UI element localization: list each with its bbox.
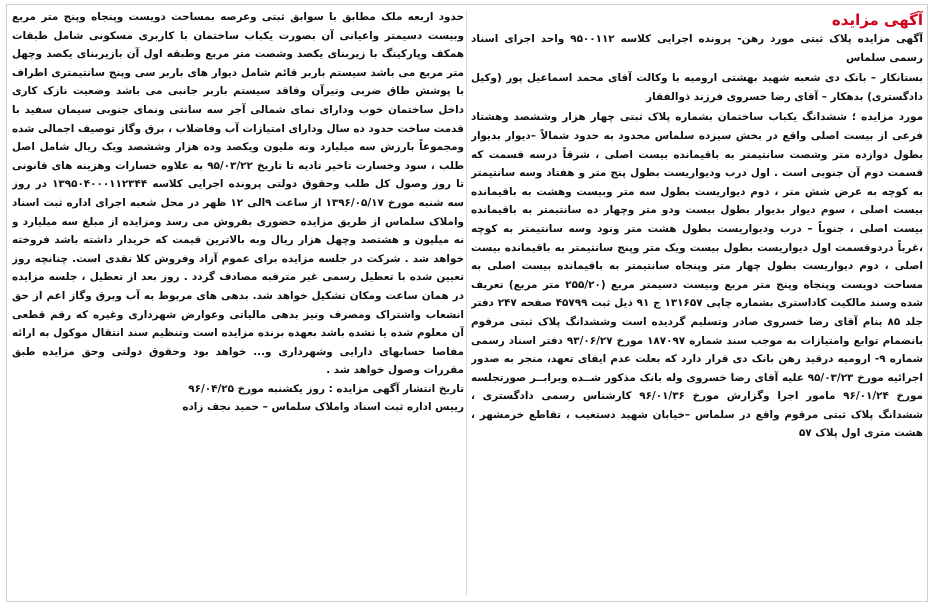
ad-signature: رییس اداره ثبت اسناد واملاک سلماس – حمید نجف زاده	[182, 401, 464, 414]
ad-title: آگهی مزایده	[831, 11, 923, 29]
column-divider	[466, 10, 467, 596]
ad-property-description: مورد مزایده ؛ ششدانگ یکباب ساختمان بشماره پلاک ثبتی چهار هزار وششصد وهشتاد فرعی از بیست اصلی واقع در بخش سیزده سلماس محدود به حدود شمالاً –دیوار بدیوار بطول دوازده متر وشصت سانتیمتر به باقیمانده بیست اصلی ، شرقاً درسه قسمت که قسمت دوم آن جنوبی است . اول درب ودیواریست بطول پنج متر و هفتاد وسه سانتیمتر به کوچه به عرض شش متر ، دوم دیواریست بطول سه متر وبیست وهشت به باقیمانده بیست اصلی ، سوم دیوار بدیوار بطول بیست ودو متر وچهار ده سانتیمتر به باقیمانده بیست اصلی ، جنوباً – درب ودیواریست بطول هشت متر ونود وسه سانتیمتر به کوچه ،غرباً دردوقسمت اول دیواریست بطول بیست ویک متر وپنج سانتیمتر به باقیمانده بیست اصلی ، دوم دیواریست بطول چهار متر وپنجاه سانتیمتر به باقیمانده بیست اصلی به مساحت دویست وپنجاه وپنج متر مربع وبیست دسیمتر مربع (۲۵۵/۲۰ متر مربع) تعریف شده وسند مالکیت کاداستری بشماره چاپی ۱۳۱۶۵۷ ج ۹۱ ذیل ثبت ۴۵۷۹۹ صفحه ۲۴۷ دفتر جلد ۸۵ بنام آقای رضا خسروی صادر وتسلیم گردیده است وششدانگ پلاک ثبتی مرقوم بانضمام توابع وامتیازات به موجب سند شماره ۱۸۷۰۹۷ مورخ ۹۳/۰۶/۲۷ دفتر اسناد رسمی شماره ۹- ارومیه درقید رهن بانک دی قرار دارد که بعلت عدم ایفای تعهد، منجر به صدور اجرائیه مورخ ۹۵/۰۳/۲۳ علیه آقای رضا خسروی وله بانک مذکور شــده وبرابــر صورتجلسه مورخ ۹۶/۰۱/۲۴ مامور اجرا وگزارش مورخ ۹۶/۰۱/۳۶ کارشناس رسمی دادگستری ، ششدانگ پلاک ثبتی مرقوم واقع در سلماس –خیابان شهید دستغیب ، تقاطع خرمشهر ، هشت متری اول پلاک ۵۷	[471, 111, 923, 440]
ad-column-left	[12, 8, 464, 596]
ad-parties: بستانکار – بانک دی شعبه شهید بهشتی ارومیه با وکالت آقای محمد اسماعیل پور (وکیل دادگستری) بدهکار – آقای رضا خسروی فرزند ذوالفقار	[471, 72, 923, 103]
ad-heading-case: آگهی مزایده پلاک ثبتی مورد رهن- پرونده اجرایی کلاسه ۹۵۰۰۱۱۲ واحد اجرای اسناد رسمی سلماس	[471, 33, 923, 64]
ad-auction-terms: حدود اربعه ملک مطابق با سوابق ثبتی وعرصه بمساحت دویست وپنجاه وپنج متر مربع وبیست دسیمتر واعیانی آن بصورت یکباب ساختمان با کاربری مسکونی شامل طبقات همکف وپارکینگ با زیربنای یکصد وشصت متر مربع وطبقه اول آن بازیربنای یکصد وچهل متر مربع می باشد سیستم باربر قائم شامل دیوار های باربر سی وپنج سانتیمتری اطراف با پوشش طاق ضربی وتیرآن وفاقد سیستم باربر جانبی می باشد وضعیت نازک کاری داخل ساختمان خوب ودارای نمای شمالی آجر سه سانتی ونمای جنوبی سیمان سفید با قدمت ساخت حدود ده سال ودارای امتیازات آب وفاضلاب ، برق وگاز توصیف اجمالی شده ومجموعاً بارزش سه میلیارد ونه ملیون ویکصد وده هزار وششصد ویک ریال شامل اصل طلب ، سود وخسارت تاخیر تادیه تا تاریخ ۹۵/۰۳/۲۲ به علاوه خسارات وهزینه های قانونی تا روز وصول کل طلب وحقوق دولتی پرونده اجرایی کلاسه ۱۳۹۵۰۴۰۰۰۱۱۲۳۴۴ در روز سه شنبه مورخ ۱۳۹۶/۰۵/۱۷ از ساعت ۹الی ۱۲ ظهر در محل شعبه اجرای اداره ثبت اسناد واملاک سلماس از طریق مزایده حضوری بفروش می رسد ومزایده از مبلغ سه میلیارد و نه میلیون و هشتصد وچهل هزار ریال وبه بالاترین قیمت که خریدار داشته باشد فروخته خواهد شد . شرکت در جلسه مزایده برای عموم آزاد وفروش کلا نقدی است. چنانچه روز تعیین شده با تعطیل رسمی غیر مترقبه مصادف گردد . روز بعد از تعطیل ، جلسه مزایده در همان ساعت ومکان تشکیل خواهد شد. بدهی های مربوط به آب وبرق وگاز اعم از حق انشعاب واشتراک ومصرف ونیز بدهی مالیاتی وعوارض شهرداری وغیره که رقم قطعی آن معلوم شده یا نشده باشد بعهده برنده مزایده است وتنظیم سند انتقال موکول به ارائه مفاصا حسابهای دارایی وشهرداری و... خواهد بود وحقوق دولتی وحق مزایده طبق مقررات وصول خواهد شد .	[12, 11, 464, 377]
ad-publication-date: تاریخ انتشار آگهی مزایده : روز یکشنبه مورخ ۹۶/۰۴/۲۵	[188, 382, 464, 395]
ad-column-right	[471, 10, 923, 598]
